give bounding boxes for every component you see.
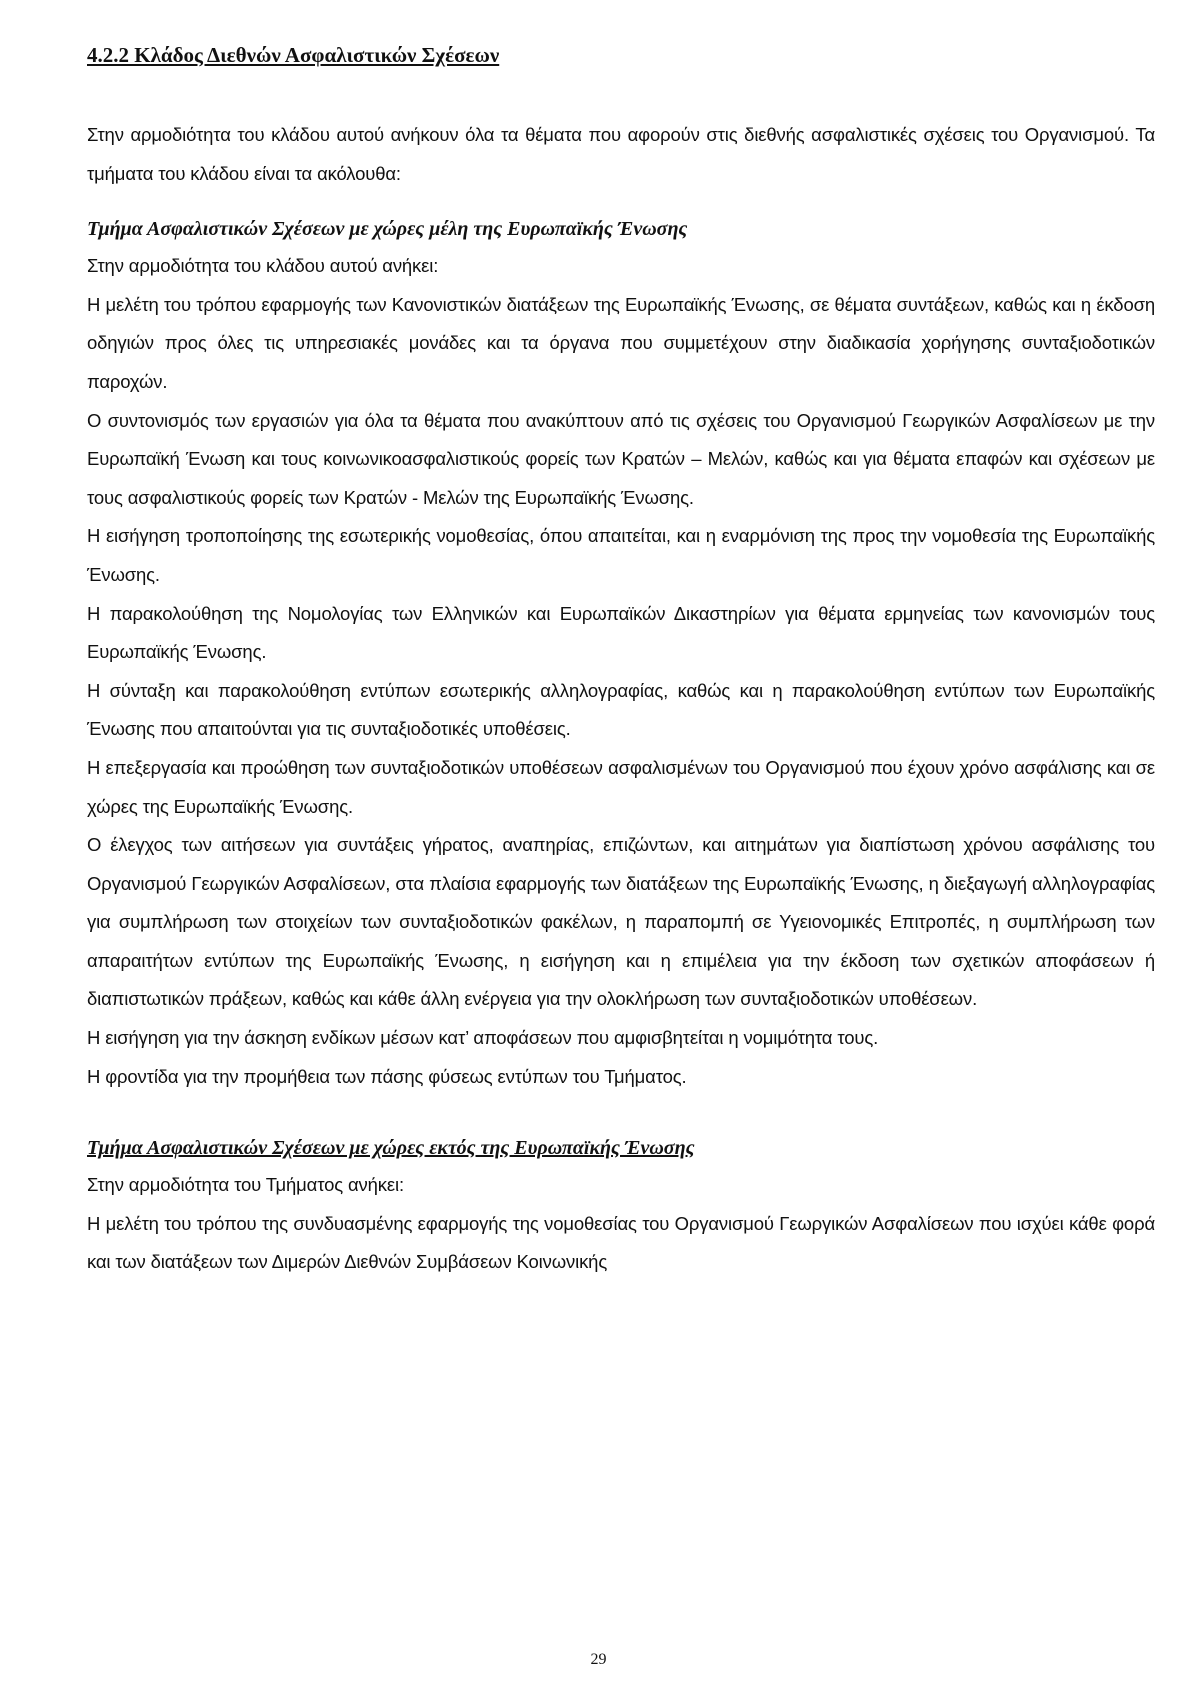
dept2-paragraph: Η μελέτη του τρόπου της συνδυασμένης εφαρμογής της νομοθεσίας του Οργανισμού Γεωργικών Ασφαλίσεων που ισχύει κάθε φορά και των διατάξεων των Διμερών Διεθνών Συμβάσεων Κοινωνικής [87,1212,1155,1273]
dept1-paragraph: Η εισήγηση τροποποίησης της εσωτερικής νομοθεσίας, όπου απαιτείται, και η εναρμόνιση της προς την νομοθεσία της Ευρωπαϊκής Ένωσης. [87,525,1155,585]
page-number: 29 [590,1651,607,1668]
dept1-paragraph: Η μελέτη του τρόπου εφαρμογής των Κανονιστικών διατάξεων της Ευρωπαϊκής Ένωσης, σε θέματα συντάξεων, καθώς και η έκδοση οδηγιών προς όλες τις υπηρεσιακές μονάδες και τα όργανα που συμμετέχουν στην διαδικασία χορήγησης συνταξιοδοτικών παροχών. [87,293,1155,392]
section-heading: 4.2.2 Κλάδος Διεθνών Ασφαλιστικών Σχέσεων [87,43,500,67]
dept1-paragraph: Η επεξεργασία και προώθηση των συνταξιοδοτικών υποθέσεων ασφαλισμένων του Οργανισμού που έχουν χρόνο ασφάλισης και σε χώρες της Ευρωπαϊκής Ένωσης. [87,756,1155,817]
dept1-competence: Στην αρμοδιότητα του κλάδου αυτού ανήκει: [87,255,439,277]
dept1-paragraph: Η φροντίδα για την προμήθεια των πάσης φύσεως εντύπων του Τμήματος. [87,1065,687,1087]
dept1-title: Τμήμα Ασφαλιστικών Σχέσεων με χώρες μέλη της Ευρωπαϊκής Ένωσης [87,218,688,241]
intro-paragraph: Στην αρμοδιότητα του κλάδου αυτού ανήκουν όλα τα θέματα που αφορούν στις διεθνής ασφαλιστικές σχέσεις του Οργανισμού. Τα τμήματα του κλάδου είναι τα ακόλουθα: [87,124,1155,184]
dept2-title: Τμήμα Ασφαλιστικών Σχέσεων με χώρες εκτός της Ευρωπαϊκής Ένωσης [87,1137,695,1160]
dept1-paragraph: Ο συντονισμός των εργασιών για όλα τα θέματα που ανακύπτουν από τις σχέσεις του Οργανισμού Γεωργικών Ασφαλίσεων με την Ευρωπαϊκή Ένωση και τους κοινωνικοασφαλιστικούς φορείς των Κρατών – Μελών, καθώς και για θέματα επαφών και σχέσεων με τους ασφαλιστικούς φορείς των Κρατών - Μελών της Ευρωπαϊκής Ένωσης. [87,409,1155,508]
document-page [87,40,1155,1282]
dept1-paragraph: Η σύνταξη και παρακολούθηση εντύπων εσωτερικής αλληλογραφίας, καθώς και η παρακολούθηση εντύπων των Ευρωπαϊκής Ένωσης που απαιτούνται για τις συνταξιοδοτικές υποθέσεις. [87,679,1155,740]
dept1-paragraph: Η παρακολούθηση της Νομολογίας των Ελληνικών και Ευρωπαϊκών Δικαστηρίων για θέματα ερμηνείας των κανονισμών τους Ευρωπαϊκής Ένωσης. [87,602,1155,663]
dept2-competence: Στην αρμοδιότητα του Τμήματος ανήκει: [87,1174,404,1196]
dept1-paragraph: Ο έλεγχος των αιτήσεων για συντάξεις γήρατος, αναπηρίας, επιζώντων, και αιτημάτων για διαπίστωση χρόνου ασφάλισης του Οργανισμού Γεωργικών Ασφαλίσεων, στα πλαίσια εφαρμογής των διατάξεων της Ευρωπαϊκής Ένωσης, η διεξαγωγή αλληλογραφίας για συμπλήρωση των στοιχείων των συνταξιοδοτικών φακέλων, η παραπομπή σε Υγειονομικές Επιτροπές, η συμπλήρωση των απαραιτήτων εντύπων της Ευρωπαϊκής Ένωσης, η εισήγηση και η επιμέλεια για την έκδοση των σχετικών αποφάσεων ή διαπιστωτικών πράξεων, καθώς και κάθε άλλη ενέργεια για την ολοκλήρωση των συνταξιοδοτικών υποθέσεων. [87,834,1155,1010]
dept1-paragraph: Η εισήγηση για την άσκηση ενδίκων μέσων κατ’ αποφάσεων που αμφισβητείται η νομιμότητα τους. [87,1027,879,1049]
